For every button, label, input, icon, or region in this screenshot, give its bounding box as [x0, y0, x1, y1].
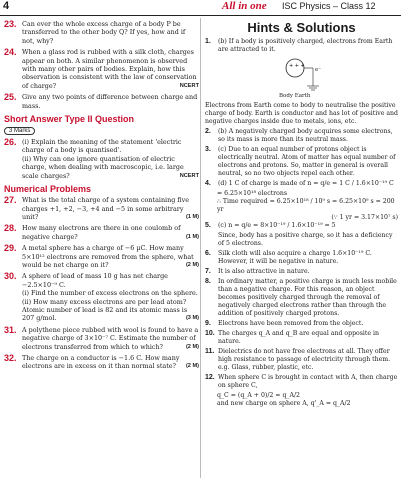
solutions-title: Hints & Solutions	[247, 20, 356, 35]
solutions-column	[205, 20, 398, 408]
equation: (∵ 1 yr = 3.17×10⁷ s)	[331, 214, 398, 221]
plus-signs: + + +	[289, 63, 305, 69]
page-header	[0, 0, 401, 16]
section-heading: Numerical Problems	[4, 184, 92, 195]
question-31: 31. A polythene piece rubbed with wool is found to have a negative charge of 3×10⁻⁷ C. Estimate the number of electrons transferred from which to which? (2 M)	[4, 324, 199, 351]
answer-11: 11. Dielectrics do not have free electrons at all. They offer high resistance to passage of electricity through them. e.g. Glass, rubber, plastic, etc.	[205, 348, 391, 371]
equation: and new charge on sphere A, q'_A = q_A/2	[217, 400, 351, 407]
answer-4: 4. (d) 1 C of charge is made of n = q/e = 1 C / 1.6×10⁻¹⁹ C	[205, 180, 394, 187]
equation: q_C = (q_A + 0)/2 = q_A/2	[217, 392, 300, 399]
brand-logo: All in one	[222, 0, 267, 12]
electron-label: e⁻	[315, 67, 322, 73]
body-earth-diagram	[205, 56, 398, 100]
answer-7: 7. It is also attractive in nature.	[205, 268, 310, 275]
answer-9: 9. Electrons have been removed from the object.	[205, 320, 364, 327]
question-30: 30. A sphere of lead of mass 10 g has net charge −2.5×10⁻⁹ C. (i) Find the number of excess electrons on the sphere. (ii) How many excess electrons are per lead atom? Atomic number of lead is 82 and its atomic mass is 207 g/mol. (3 M)	[4, 271, 199, 323]
question-29: 29. A metal sphere has a charge of −6 µC. How many 5×10¹² electrons are removed from the sphere, what would be net charge on it? (2 M)	[4, 243, 199, 269]
answer-5-explanation: Since, body has a positive charge, so it has a deficiency of 5 electrons.	[218, 232, 393, 247]
question-23: 23. Can ever the whole excess charge of a body P be transferred to the other body Q? If yes, how and if not, why?	[4, 19, 186, 45]
answer-10: 10. The charges q_A and q_B are equal and opposite in nature.	[205, 330, 379, 345]
column-divider	[200, 18, 201, 478]
answer-3: 3. (c) Due to an equal number of protons object is electrically neutral. Atom of matter has equal number of electrons and protons. So, matter in general is overall neutral, so no two objects repel each other.	[205, 146, 396, 177]
equation: ∴ Time required = 6.25×10¹⁸ / 10⁹ s = 6.25×10⁹ s = 200 yr	[217, 198, 395, 213]
answer-5: 5. (c) n = q/e = 8×10⁻¹⁹ / 1.6×10⁻¹⁹ = 5	[205, 222, 336, 229]
question-32: 32. The charge on a conductor is −1.6 C. How many electrons are in excess on it than normal state? (2 M)	[4, 353, 199, 371]
answer-1: 1. (b) If a body is positively charged, electrons from Earth are attracted to it.	[205, 38, 393, 53]
answer-12: 12. When sphere C is brought in contact with A, then charge on sphere C,	[205, 374, 398, 389]
answer-6: 6. Silk cloth will also acquire a charge 1.6×10⁻¹⁹ C. However, it will be negative in nature.	[205, 250, 372, 265]
question-27: 27. What is the total charge of a system containing five charges +1, +2, −3, +4 and −5 in some arbitrary unit? (1 M)	[4, 195, 199, 221]
figure-caption: Body Earth	[279, 93, 311, 99]
question-28: 28. How many electrons are there in one coulomb of negative charge? (1 M)	[4, 223, 199, 241]
book-title: ISC Physics – Class 12	[282, 1, 376, 11]
questions-column	[4, 20, 199, 374]
question-25: 25. Give any two points of difference between charge and mass.	[4, 92, 198, 110]
marks-badge: 3 Marks	[4, 127, 35, 135]
section-heading: Short Answer Type II Question	[4, 114, 135, 125]
question-26: 26. (i) Explain the meaning of the statement 'electric charge of a body is quantised'. (ii) Why can one ignore quantisation of electric charge, when dealing with macroscopic, i.e. large scale charges? NCERT	[4, 137, 199, 180]
question-24: 24. When a glass rod is rubbed with a silk cloth, charges appear on both. A similar phenomenon is observed with many other pairs of bodies. Explain, how this observation is consistent with the law of conservation of charge? NCERT	[4, 47, 199, 90]
answer-8: 8. In ordinary matter, a positive charge is much less mobile than a negative charge. For this reason, an object becomes positively charged through the removal of negatively charged electrons rather than through the addition of positively charged protons.	[205, 278, 397, 317]
answer-1-explanation: Electrons from Earth come to body to neutralise the positive charge of body. Earth is conductor and has lot of positive and negative charges inside due to metals, ions, etc.	[205, 102, 398, 125]
answer-2: 2. (b) A negatively charged body acquires some electrons, so its mass is more than its neutral mass.	[205, 128, 393, 143]
equation: = 6.25×10¹⁸ electrons	[217, 190, 288, 197]
page-number: 4	[3, 0, 10, 12]
